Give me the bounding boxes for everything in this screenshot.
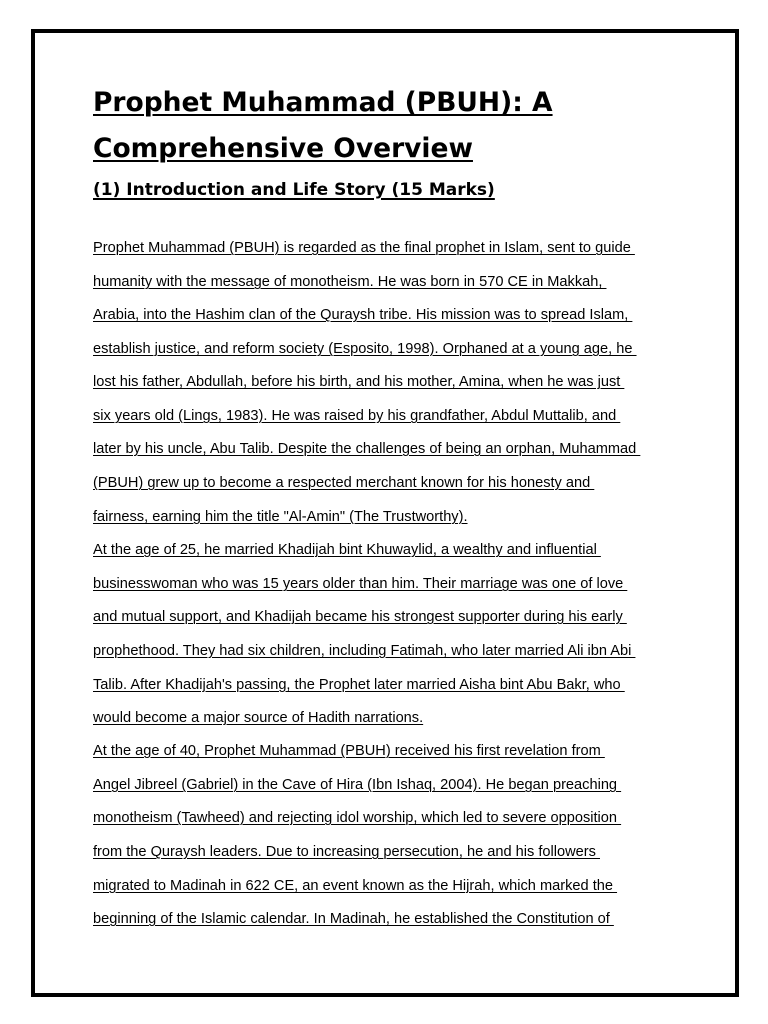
section-heading: (1) Introduction and Life Story (15 Marks) xyxy=(93,180,495,200)
text-line: humanity with the message of monotheism. He was born in 570 CE in Makkah, xyxy=(93,274,607,290)
title-line-2: Comprehensive Overview xyxy=(93,133,473,164)
text-line: At the age of 40, Prophet Muhammad (PBUH) received his first revelation from xyxy=(93,743,605,759)
text-line: beginning of the Islamic calendar. In Madinah, he established the Constitution of xyxy=(93,911,614,927)
text-line: Arabia, into the Hashim clan of the Quraysh tribe. His mission was to spread Islam, xyxy=(93,307,633,323)
text-line: six years old (Lings, 1983). He was raised by his grandfather, Abdul Muttalib, and xyxy=(93,408,621,424)
text-line: Angel Jibreel (Gabriel) in the Cave of Hira (Ibn Ishaq, 2004). He began preaching xyxy=(93,777,622,793)
text-line: would become a major source of Hadith narrations. xyxy=(93,710,424,726)
text-line: businesswoman who was 15 years older than him. Their marriage was one of love xyxy=(93,576,628,592)
text-line: and mutual support, and Khadijah became his strongest supporter during his early xyxy=(93,609,627,625)
text-line: monotheism (Tawheed) and rejecting idol worship, which led to severe opposition xyxy=(93,810,622,826)
text-line: Prophet Muhammad (PBUH) is regarded as the final prophet in Islam, sent to guide xyxy=(93,240,635,256)
text-line: from the Quraysh leaders. Due to increasing persecution, he and his followers xyxy=(93,844,600,860)
text-line: establish justice, and reform society (Esposito, 1998). Orphaned at a young age, he xyxy=(93,341,637,357)
text-line: later by his uncle, Abu Talib. Despite the challenges of being an orphan, Muhammad xyxy=(93,441,641,457)
title-line-1: Prophet Muhammad (PBUH): A xyxy=(93,87,553,118)
text-line: At the age of 25, he married Khadijah bint Khuwaylid, a wealthy and influential xyxy=(93,542,601,558)
text-line: Talib. After Khadijah's passing, the Prophet later married Aisha bint Abu Bakr, who xyxy=(93,677,625,693)
text-line: (PBUH) grew up to become a respected merchant known for his honesty and xyxy=(93,475,595,491)
text-line: fairness, earning him the title "Al-Amin" (The Trustworthy). xyxy=(93,509,468,525)
text-line: prophethood. They had six children, including Fatimah, who later married Ali ibn Abi xyxy=(93,643,636,659)
text-line: migrated to Madinah in 622 CE, an event known as the Hijrah, which marked the xyxy=(93,878,618,894)
text-line: lost his father, Abdullah, before his birth, and his mother, Amina, when he was just xyxy=(93,374,625,390)
document-title xyxy=(93,80,693,172)
